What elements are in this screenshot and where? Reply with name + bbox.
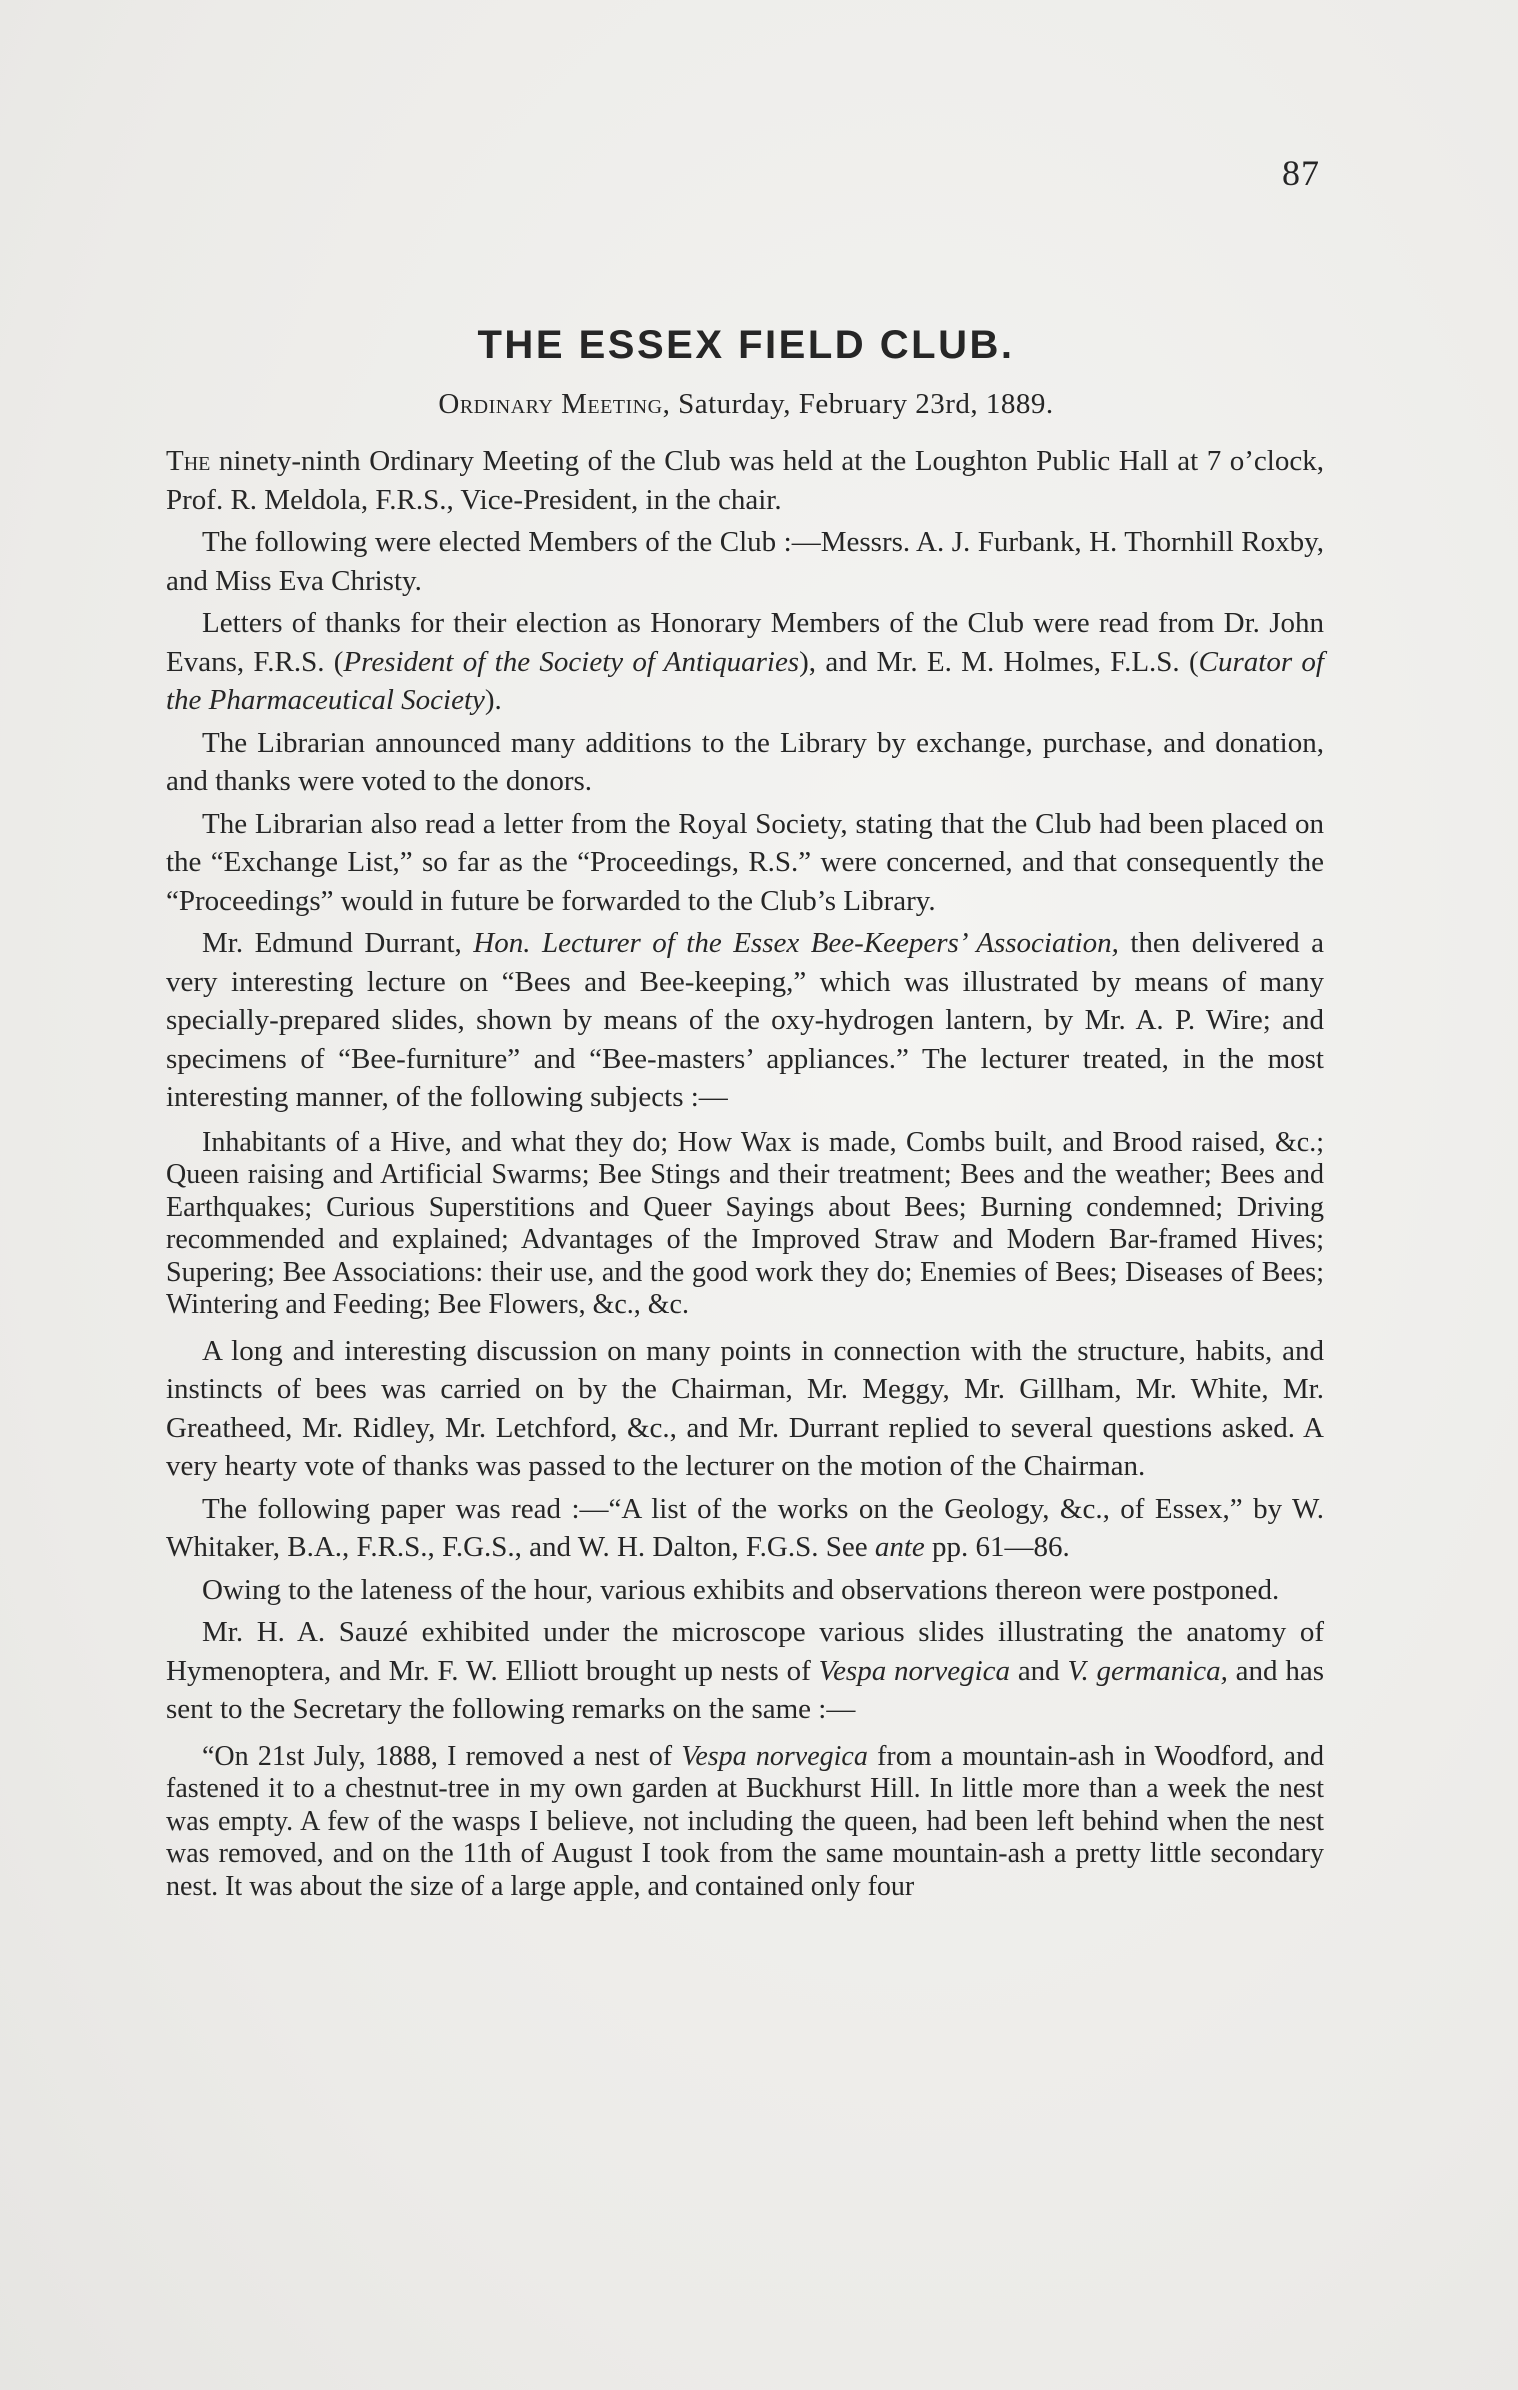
article-body bbox=[166, 442, 1324, 1903]
text-run: from a mountain-ash in Woodford, and fastened it to a chestnut-tree in my own garden at Buckhurst Hill. In little more than a week the nest was empty. A few of the wasps I believe, not including the queen, had been left behind when the nest was removed, and on the 11th of August I took from the same mountain-ash a pretty little secondary nest. It was about the size of a large apple, and contained only four bbox=[166, 1740, 1324, 1902]
paragraph-new-members: The following were elected Members of the Club :—Messrs. A. J. Furbank, H. Thornhill Roxby, and Miss Eva Christy. bbox=[166, 526, 1324, 597]
paragraph-quoted-remarks bbox=[166, 1741, 1324, 1904]
paragraph-lecture-subjects: Inhabitants of a Hive, and what they do; How Wax is made, Combs built, and Brood raised, &c.; Queen raising and Artificial Swarms; Bee Stings and their treatment; Bees and the weather; Bees and Earthquakes; Curious Superstitions and Queer Sayings about Bees; Burning condemned; Driving recommended and explained; Advantages of the Improved Straw and Modern Bar-framed Hives; Supering; Bee Associations: their use, and the good work they do; Enemies of Bees; Diseases of Bees; Wintering and Feeding; Bee Flowers, &c., &c. bbox=[166, 1126, 1324, 1320]
italic-run: V. germanica, bbox=[1067, 1654, 1228, 1687]
italic-run: Vespa norvegica bbox=[818, 1654, 1010, 1687]
paragraph-discussion: A long and interesting discussion on many points in connection with the structure, habits, and instincts of bees was carried on by the Chairman, Mr. Meggy, Mr. Gillham, Mr. White, Mr. Greatheed, Mr. Ridley, Mr. Letchford, &c., and Mr. Durrant replied to several questions asked. A very hearty vote of thanks was passed to the lecturer on the motion of the Chairman. bbox=[166, 1334, 1324, 1482]
text-run: ). bbox=[484, 684, 502, 716]
text-run: and bbox=[1010, 1654, 1068, 1687]
text-run: ), and Mr. E. M. Holmes, F.L.S. ( bbox=[799, 645, 1199, 678]
italic-run: ante bbox=[874, 1531, 925, 1563]
italic-run: Vespa norvegica bbox=[681, 1740, 868, 1772]
paragraph-text: ninety-ninth Ordinary Meeting of the Club was held at the Loughton Public Hall at 7 o’clock, Prof. R. Meldola, F.R.S., Vice-President, in the chair. bbox=[166, 445, 1324, 516]
paragraph-exhibits bbox=[166, 1613, 1324, 1729]
text-run: Mr. H. A. Sauzé exhibited under the microscope various slides illustrating the anatomy of Hymenoptera, and Mr. F. W. Elliott brought up nests of bbox=[166, 1616, 1324, 1687]
italic-run: Curator of the Pharmaceutical Society bbox=[166, 645, 1324, 716]
paragraph-paper-read bbox=[166, 1490, 1324, 1567]
paragraph-library-additions: The Librarian announced many additions to the Library by exchange, purchase, and donation, and thanks were voted to the donors. bbox=[166, 726, 1324, 797]
text-run: Letters of thanks for their election as Honorary Members of the Club were read from Dr. John Evans, F.R.S. ( bbox=[166, 607, 1324, 678]
paragraph-postponed: Owing to the lateness of the hour, various exhibits and observations thereon were postponed. bbox=[202, 1573, 1280, 1606]
meeting-subtitle bbox=[168, 388, 1324, 421]
paragraph-royal-society-letter: The Librarian also read a letter from the Royal Society, stating that the Club had been placed on the “Exchange List,” so far as the “Proceedings, R.S.” were concerned, and that consequently the “Proceedings” would in future be forwarded to the Club’s Library. bbox=[166, 807, 1324, 917]
text-run: The following paper was read :—“A list of the works on the Geology, &c., of Essex,” by W. Whitaker, B.A., F.R.S., F.G.S., and W. H. Dalton, F.G.S. See bbox=[166, 1492, 1324, 1563]
drop-word: The bbox=[166, 445, 211, 477]
italic-run: Hon. Lecturer of the Essex Bee-Keepers’ Association, bbox=[473, 927, 1119, 959]
text-run: pp. 61—86. bbox=[924, 1531, 1070, 1563]
text-run: Mr. Edmund Durrant, bbox=[202, 927, 474, 959]
paragraph-lecture bbox=[166, 924, 1324, 1117]
text-run: and has sent to the Secretary the following remarks on the same :— bbox=[166, 1654, 1325, 1725]
paragraph-meeting-opening bbox=[166, 442, 1324, 519]
paragraph-letters-of-thanks bbox=[166, 604, 1324, 720]
text-run: “On 21st July, 1888, I removed a nest of bbox=[202, 1740, 682, 1772]
meeting-type: Ordinary Meeting bbox=[438, 388, 663, 420]
page-number: 87 bbox=[1282, 153, 1320, 193]
page-title: THE ESSEX FIELD CLUB. bbox=[477, 323, 1015, 367]
italic-run: President of the Society of Antiquaries bbox=[343, 645, 800, 678]
text-run: then delivered a very interesting lecture on “Bees and Bee-keeping,” which was illustrated by means of many specially-prepared slides, shown by means of the oxy-hydrogen lantern, by Mr. A. P. Wire; and specimens of “Bee-furniture” and “Bee-masters’ appliances.” The lecturer treated, in the most interesting manner, of the following subjects :— bbox=[166, 927, 1324, 1113]
meeting-date: , Saturday, February 23rd, 1889. bbox=[662, 388, 1054, 420]
